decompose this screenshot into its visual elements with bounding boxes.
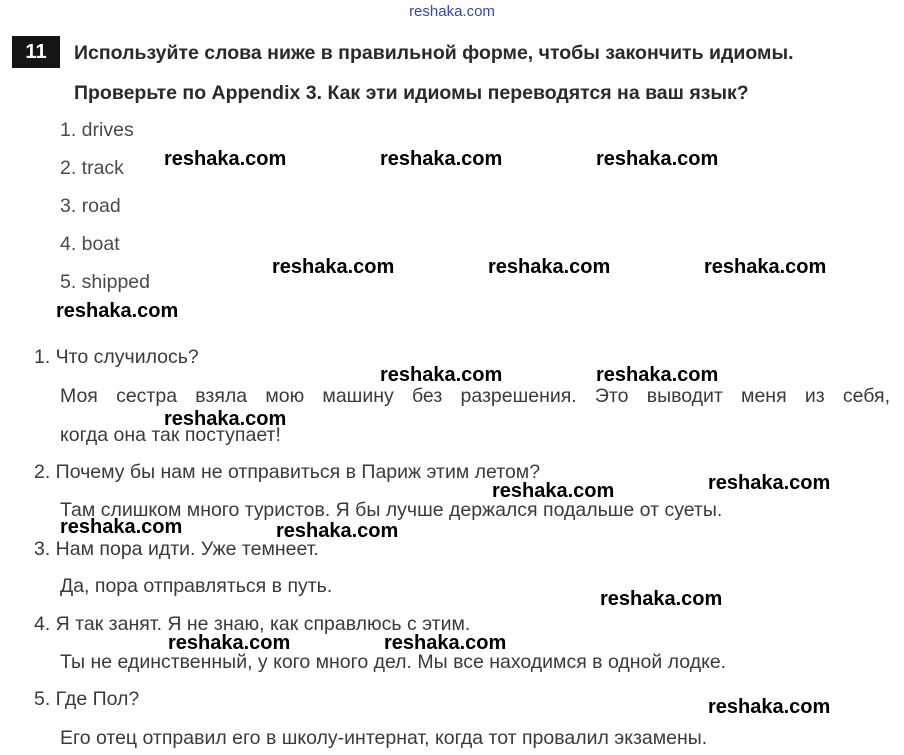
word-item: 5. shipped xyxy=(60,271,150,293)
question-4: 4. Я так занят. Я не знаю, как справлюсь с этим. xyxy=(34,613,471,635)
question-2: 2. Почему бы нам не отправиться в Париж этим летом? xyxy=(34,461,541,483)
watermark: reshaka.com xyxy=(60,516,183,538)
watermark: reshaka.com xyxy=(708,696,831,718)
question-1: 1. Что случилось? xyxy=(34,346,199,368)
watermark: reshaka.com xyxy=(708,472,831,494)
word-item: 2. track xyxy=(60,157,124,179)
answer-3: Да, пора отправляться в путь. xyxy=(60,575,333,597)
watermark: reshaka.com xyxy=(492,480,615,502)
answer-2: Там слишком много туристов. Я бы лучше держался подальше от суеты. xyxy=(60,499,723,521)
answer-1-line-1: Моя сестра взяла мою машину без разрешения. Это выводит меня из себя, xyxy=(60,385,890,407)
watermark: reshaka.com xyxy=(704,256,827,278)
watermark: reshaka.com xyxy=(384,632,507,654)
watermark: reshaka.com xyxy=(596,148,719,170)
watermark: reshaka.com xyxy=(276,520,399,542)
answer-1-line-2: когда она так поступает! xyxy=(60,424,281,446)
watermark: reshaka.com xyxy=(596,364,719,386)
site-header: reshaka.com xyxy=(409,3,495,20)
instruction-line-2: Проверьте по Appendix 3. Как эти идиомы переводятся на ваш язык? xyxy=(74,82,749,104)
watermark: reshaka.com xyxy=(488,256,611,278)
watermark: reshaka.com xyxy=(380,148,503,170)
watermark: reshaka.com xyxy=(164,408,287,430)
watermark: reshaka.com xyxy=(272,256,395,278)
question-3: 3. Нам пора идти. Уже темнеет. xyxy=(34,538,319,560)
instruction-line-1: Используйте слова ниже в правильной форме, чтобы закончить идиомы. xyxy=(74,42,794,64)
watermark: reshaka.com xyxy=(600,588,723,610)
question-5: 5. Где Пол? xyxy=(34,688,140,710)
watermark: reshaka.com xyxy=(168,632,291,654)
exercise-number-badge: 11 xyxy=(12,36,60,68)
watermark: reshaka.com xyxy=(380,364,503,386)
word-item: 4. boat xyxy=(60,233,120,255)
answer-5: Его отец отправил его в школу-интернат, когда тот провалил экзамены. xyxy=(60,727,708,749)
watermark: reshaka.com xyxy=(164,148,287,170)
word-item: 3. road xyxy=(60,195,121,217)
watermark: reshaka.com xyxy=(56,300,179,322)
answer-4: Ты не единственный, у кого много дел. Мы все находимся в одной лодке. xyxy=(60,651,727,673)
word-item: 1. drives xyxy=(60,119,134,141)
